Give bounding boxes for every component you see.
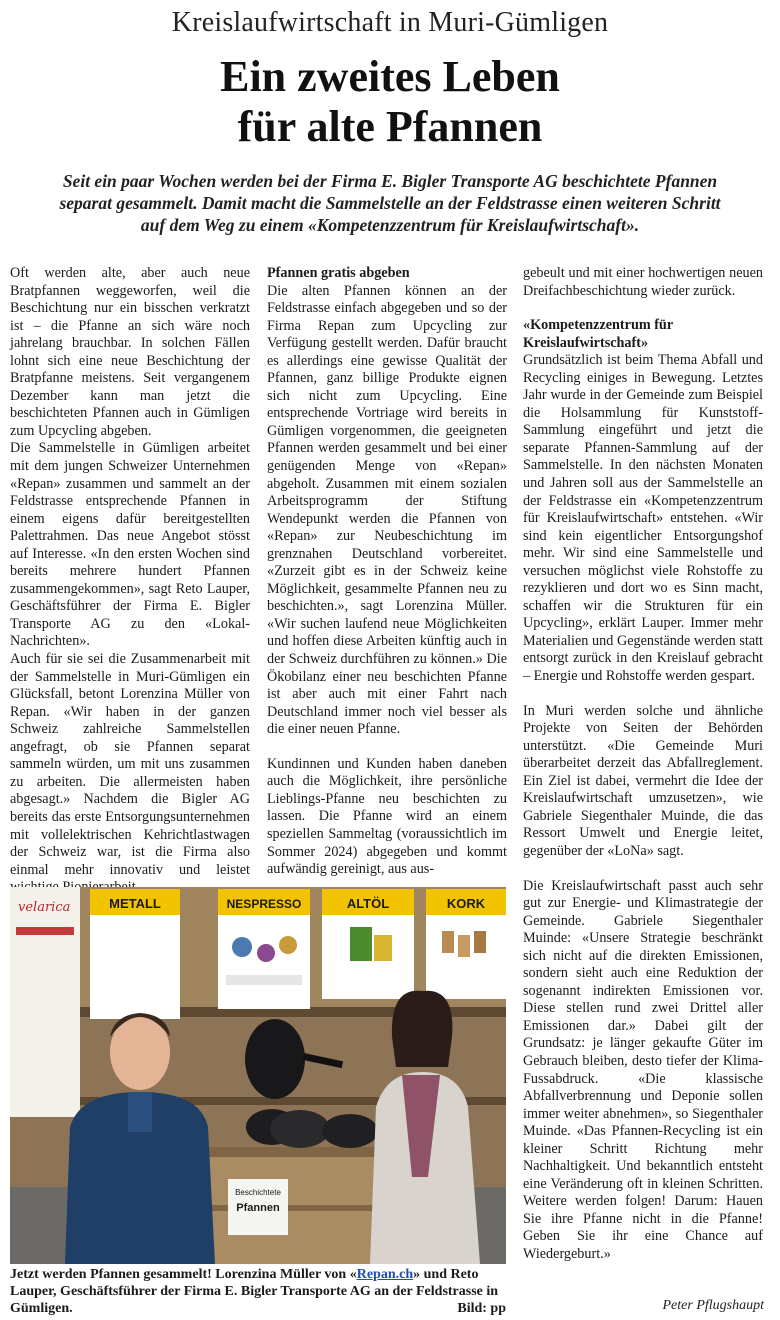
caption-text-start: Jetzt werden Pfannen gesammelt! Lorenzina Müller von « xyxy=(10,1267,357,1282)
sign-metall-label: METALL xyxy=(109,896,161,911)
headline-line-1: Ein zweites Leben xyxy=(220,52,560,101)
sign-altoel-label: ALTÖL xyxy=(346,896,390,911)
photo-caption xyxy=(10,1266,506,1317)
subheading-pfannen-gratis: Pfannen gratis abgeben xyxy=(267,265,410,281)
lead-line-1: Seit ein paar Wochen werden bei der Firma E. Bigler Transporte AG beschichtete Pfannen xyxy=(62,171,718,191)
sign-nespresso xyxy=(218,889,310,1009)
paragraph: In Muri werden solche und ähnliche Projekte von Seiten der Behörden unterstützt. «Die Gemeinde Muri überarbeitet derzeit das Abfallreglement. Ein Ziel ist dabei, vermehrt die Idee der Kreislaufwirtschaft umzusetzen», wie Gabriele Siegenthaler Muinde, die das Ressort Umwelt und Energie leitet, gegenüber der «LoNa» sagt. xyxy=(523,702,763,859)
subheading-kompetenzzentrum: «Kompetenzzentrum für Kreislaufwirtschaft» xyxy=(523,317,673,351)
sign-kork xyxy=(426,889,506,999)
article-photo xyxy=(10,887,506,1264)
sign-altoel xyxy=(322,889,414,999)
lead-line-3: auf dem Weg zu einem «Kompetenzzentrum für Kreislaufwirtschaft». xyxy=(140,215,640,235)
photo-logo-text: velarica xyxy=(18,900,71,915)
caption-text-end: » und Reto Lauper, Geschäftsführer der Firma E. Bigler Transporte AG an der Feldstrasse in Gümligen. xyxy=(10,1267,499,1316)
text-column-3 xyxy=(523,265,763,1264)
article-kicker: Kreislaufwirtschaft in Muri-Gümligen xyxy=(171,7,609,38)
article-lead xyxy=(20,170,760,236)
paragraph: Auch für sie sei die Zusammenarbeit mit der Sammelstelle in Muri-Gümligen ein Glücksfall, betont Lorenzina Müller von Repan. «Wir haben in der ganzen Schweiz zahlreiche Sammelstellen angefragt, ob sie Pfannen separat sammeln würden, um mit uns zusammen zu arbeiten. Die allermeisten haben abgesagt.» Nachdem die Bigler AG bereits das erste Entsorgungsunternehmen mit vollelektrischen Kehrichtlastwagen der Schweiz war, ist die Firma also einmal mehr innovativ und leistet xyxy=(10,651,250,878)
author-byline: Peter Pflugshaupt xyxy=(662,1298,764,1313)
photo-credit: Bild: pp xyxy=(457,1301,506,1316)
sign-kork-label: KORK xyxy=(446,896,486,911)
paragraph: Kundinnen und Kunden haben daneben auch die Möglichkeit, ihre persönliche Lieblings-Pfanne neu beschichten zu lassen. Die Pfanne wird an einem speziellen Sammeltag (voraussichtlich im Sommer 2024) abgegeben und kommt aufwändig gereinigt, aus aus- xyxy=(267,755,507,878)
paragraph-continued: gebeult und mit einer hochwertigen neuen Dreifachbeschichtung wieder zurück. xyxy=(523,265,763,299)
box-label-line-1: Beschichtete xyxy=(235,1188,281,1197)
paragraph: Die alten Pfannen können an der Feldstrasse einfach abgegeben und so der Firma Repan zum Upcycling zur Verfügung gestellt werden. Dafür braucht es allerdings eine gewisse Qualität der Pfannen, ganz billige Produkte eignen sich nicht zum Upcycling. Eine entsprechende Vortriage wird bereits in Gümligen vorgenommen, die geeigneten Pfannen werden gesammelt und bei einer genügenden Menge von «Repan» abgeholt. Zusammen mit einem sozialen Arbeitsprogramm der Stiftung Wendepunkt werden die Pfannen von «Repan» zur Neubeschichtung im grenznahen Deutschland vorbereitet. «Zurzeit gibt es in der Schweiz keine Möglichkeit, gesammelte Pfannen neu zu beschichten.», sagt Lorenzina Müller. «Wir suchen laufend neue Möglichkeiten und hoffen diese Arbeiten künftig auch in der Schweiz durchführen zu können.» Die Ökobilanz einer neu beschichten Pfanne ist aber auch mit einer Fahrt nach Deutschland immer noch viel besser als die einer neuen Pfanne. xyxy=(267,282,507,738)
paragraph: Oft werden alte, aber auch neue Bratpfannen weggeworfen, weil die Beschichtung nur ein bisschen verkratzt ist – die Pfanne an sich wäre noch jahrelang brauchbar. In solchen Fällen lohnt sich eine neue Beschichtung der Bratpfanne meistens. Seit vergangenem Dezember kann man jetzt die beschichteten Pfannen auch in Gümligen zum Upcycling abgeben. xyxy=(10,265,250,439)
sign-metall xyxy=(90,889,180,1019)
paragraph: Grundsätzlich ist beim Thema Abfall und Recycling einiges in Bewegung. Letztes Jahr wurde in der Gemeinde zum Beispiel die Holsammlung für Kunststoff-Sammlung eingeführt und jetzt die separate Pfannen-Sammlung auf der Sammelstelle. In den nächsten Monaten und Jahren soll aus der Sammelstelle an der Feldstrasse ein «Kompetenzzentrum für Kreislaufwirtschaft» entstehen. «Wir sind kein eigentlicher Entsorgungshof mehr. Wir sind eine Sammelstelle und versuchen möglichst viele Rohstoffe zu rezyklieren und dort wo es Sinn macht, schaffen wir die Strukturen für ein Upcycling», erklärt Lauper. Immer mehr Materialien und Gegenstände werden statt entsorgt zurück in den Kreislauf gebracht – Energie und Rohstoffe werden gespart. xyxy=(523,352,763,685)
text-column-2 xyxy=(267,265,507,879)
headline-line-2: für alte Pfannen xyxy=(237,102,543,151)
article-headline xyxy=(0,52,780,152)
box-label-line-2: Pfannen xyxy=(236,1202,280,1214)
lead-line-2: separat gesammelt. Damit macht die Sammelstelle an der Feldstrasse einen weiteren Schritt xyxy=(59,193,721,213)
text-column-1 xyxy=(10,265,250,897)
paragraph: Die Sammelstelle in Gümligen arbeitet mit dem jungen Schweizer Unternehmen «Repan» zusammen und sammelt an der Feldstrasse entsprechende Pfannen in einem eigens dafür bereitgestellten Palettrahmen. Das neue Angebot stösst auf Interesse. «In den ersten Wochen sind bereits mehrere hundert Pfannen zusammengekommen», sagt Reto Lauper, Geschäftsführer der Firma E. Bigler Transporte AG zu den «Lokal-Nachrichten». xyxy=(10,440,250,650)
sign-nespresso-label: NESPRESSO xyxy=(226,897,302,911)
paragraph: Die Kreislaufwirtschaft passt auch sehr gut zur Energie- und Klimastrategie der Gemeinde. Gabriele Siegenthaler Muinde: «Unsere Strategie beschränkt sich nicht auf die direkten Emissionen, sondern sieht auch eine Reduktion der sogenannt indirekten Emissionen vor. Diese stellen rund zwei Drittel aller Emissionen dar.» Dabei gilt der Grundsatz: je länger gekaufte Güter im Gebrauch bleiben, desto tiefer der Klima-Fussabdruck. «Die klassische Abfallverbrennung und Deponie sollen immer weiter abnehmen», so Siegenthaler Muinde. «Das Pfannen-Recycling ist ein kleiner Schritt Richtung mehr Nachhaltigkeit. Und bekanntlich entsteht eine Veränderung oft in kleinen Schritten. Weitere werden folgen! Darum: Hauen Sie ihre Pfanne nicht in die Pfanne! Geben Sie ihr eine Chance auf Wiedergeburt.» xyxy=(523,877,763,1262)
repan-link[interactable]: Repan.ch xyxy=(356,1267,414,1282)
